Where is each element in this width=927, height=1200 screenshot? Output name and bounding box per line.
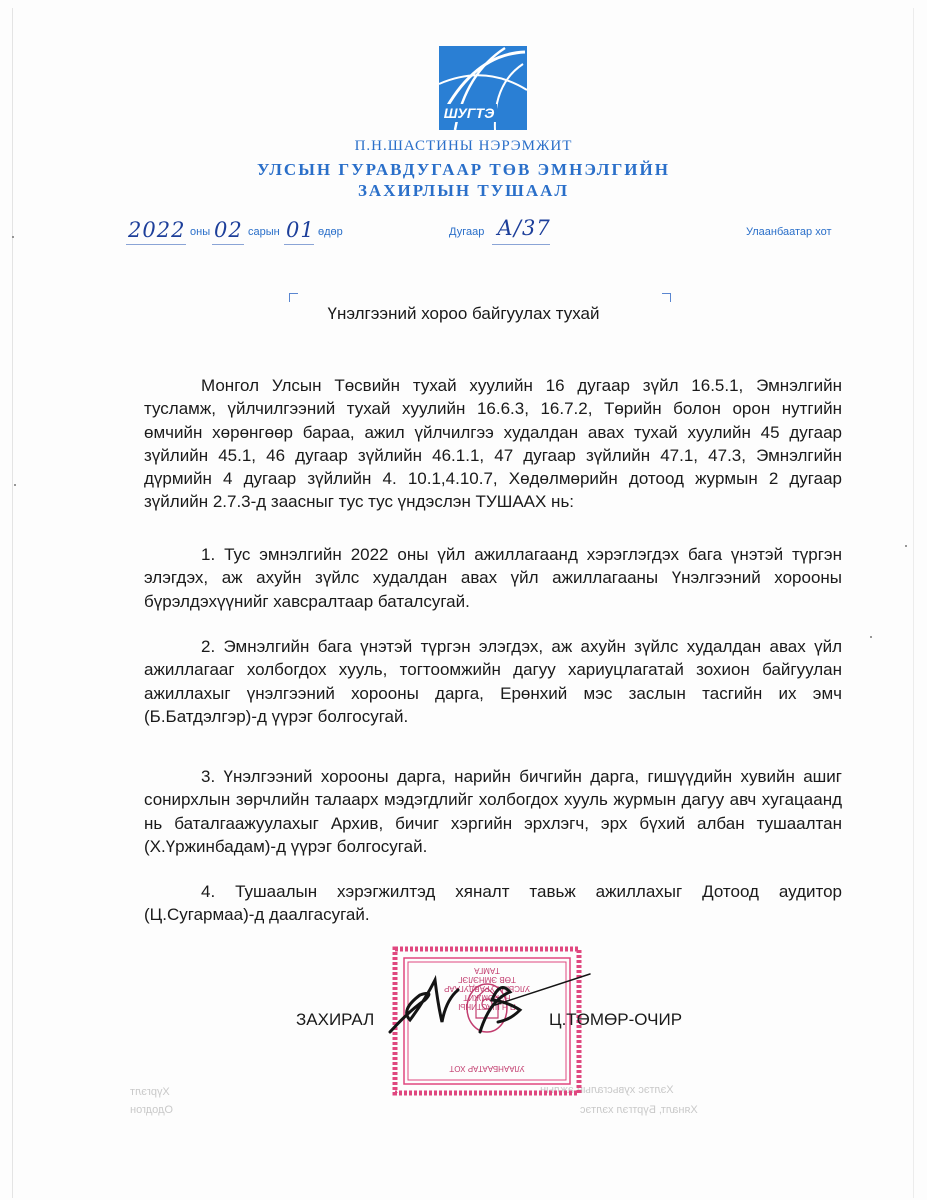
stamp-line-3: УЛСЫН ГУРАВДУГААР bbox=[443, 984, 531, 993]
order-item-4-text: 4. Тушаалын хэрэгжилтэд хяналт тавьж ажиллахыг Дотоод аудитор (Ц.Сугармаа)-д даалгасугай. bbox=[144, 882, 842, 925]
stamp-top-text: УЛААНБААТАР ХОТ bbox=[449, 1064, 525, 1073]
stamp-line-1: П.Н.ШАСТИНЫ bbox=[458, 1002, 516, 1011]
bleed-through-text: Хэлтэс хувьсгалын ажлын bbox=[540, 1084, 674, 1096]
header-organization-line2: УЛСЫН ГУРАВДУГААР ТӨВ ЭМНЭЛГИЙН bbox=[257, 160, 670, 179]
date-year: 2022 bbox=[128, 218, 186, 242]
preamble-text: Монгол Улсын Төсвийн тухай хуулийн 16 дугаар зүйл 16.5.1, Эмнэлгийн тусламж, үйлчилгээний тухай хуулийн 16.6.3, 16.7.2, Төрийн болон орон нутгийн өмчийн хөрөнгөөр бараа, ажил үйлчилгээ худалдан авах тухай хуулийн 45 дугаар зүйлийн 45.1, 46 дугаар зүйлийн 46.1.1, 47 дугаар зүйлийн 47.1, 47.3, Эмнэлгийн дүрмийн 4 дугаар зүйлийн 4. 10.1,4.10.7, Хөдөлмөрийн дотоод журмын 2 дугаар зүйлийн 2.7.3-д заасныг тус тус үндэслэн ТУШААХ нь: bbox=[144, 376, 842, 512]
date-day-suffix: өдөр bbox=[318, 226, 343, 238]
document-subject: Үнэлгээний хороо байгуулах тухай bbox=[327, 304, 600, 323]
order-item-3-text: 3. Үнэлгээний хорооны дарга, нарийн бичгийн дарга, гишүүдийн хувийн ашиг сонирхлын зөрчлийн талаарх мэдэгдлийг холбогдох хууль журмын дагуу авч хугацаанд нь баталгаажуулахыг Архив, бичиг хэргийн эрхлэгч, эрх бүхий албан тушаалтан (Х.Үржинбадам)-д үүрэг болгосугай. bbox=[144, 767, 842, 856]
subject-bracket-left bbox=[289, 293, 298, 302]
order-number-underline bbox=[492, 244, 550, 245]
date-year-underline bbox=[126, 244, 186, 245]
order-number: А/37 bbox=[497, 216, 551, 240]
date-year-suffix: оны bbox=[190, 226, 211, 238]
signatory-name: Ц.ТӨМӨР-ОЧИР bbox=[549, 1010, 683, 1029]
stamp-line-2: НЭРЭМЖИТ bbox=[463, 993, 511, 1002]
order-number-label: Дугаар bbox=[449, 226, 485, 238]
signatory-title: ЗАХИРАЛ bbox=[296, 1010, 375, 1029]
stamp-line-4: ТӨВ ЭМНЭЛЭГ bbox=[458, 975, 516, 984]
preamble-paragraph bbox=[144, 374, 842, 514]
bleed-through-text: Хяналт, Бүртгэл хэлтэс bbox=[580, 1104, 698, 1116]
date-day-underline bbox=[284, 244, 314, 245]
scan-speck bbox=[870, 636, 872, 638]
header-document-type: ЗАХИРЛЫН ТУШААЛ bbox=[357, 181, 570, 200]
order-item-2-text: 2. Эмнэлгийн бага үнэтэй түргэн элэгдэх, аж ахуйн зүйлс худалдан авах үйл ажиллагааг холбогдох хууль, тогтоомжийн дагуу хариуцлагатай зохион байгуулан ажиллахыг үнэлгээний хорооны дарга, Ерөнхий мэс заслын тасгийн их эмч (Б.Батдэлгэр)-д үүрэг болгосугай. bbox=[144, 637, 842, 726]
scan-speck bbox=[14, 484, 16, 486]
handwritten-signature bbox=[380, 960, 620, 1040]
date-month-suffix: сарын bbox=[248, 226, 280, 238]
scan-speck bbox=[905, 545, 907, 547]
hospital-logo bbox=[435, 44, 531, 132]
bleed-through-text: Ододгон bbox=[130, 1104, 173, 1116]
bleed-through-text: Хүргэлт bbox=[130, 1086, 170, 1098]
header-organization-line1: П.Н.ШАСТИНЫ НЭРЭМЖИТ bbox=[354, 138, 573, 154]
date-day: 01 bbox=[286, 218, 315, 242]
order-item-3 bbox=[144, 765, 842, 858]
order-item-1-text: 1. Тус эмнэлгийн 2022 оны үйл ажиллагаанд хэрэглэгдэх бага үнэтэй түргэн элэгдэх, аж ахуйн зүйлс худалдан авах үйл ажиллагааны Үнэлгээний хорооны бүрэлдэхүүнийг хавсралтаар баталсугай. bbox=[144, 545, 842, 611]
date-month: 02 bbox=[214, 218, 243, 242]
order-item-4 bbox=[144, 880, 842, 927]
date-month-underline bbox=[212, 244, 244, 245]
subject-bracket-right bbox=[662, 293, 671, 302]
order-item-2 bbox=[144, 635, 842, 728]
scan-speck bbox=[12, 236, 14, 238]
order-item-1 bbox=[144, 543, 842, 613]
city: Улаанбаатар хот bbox=[746, 226, 832, 238]
logo-text: ШУГТЭ bbox=[443, 105, 495, 121]
stamp-line-5: ТАМГА bbox=[474, 966, 500, 975]
